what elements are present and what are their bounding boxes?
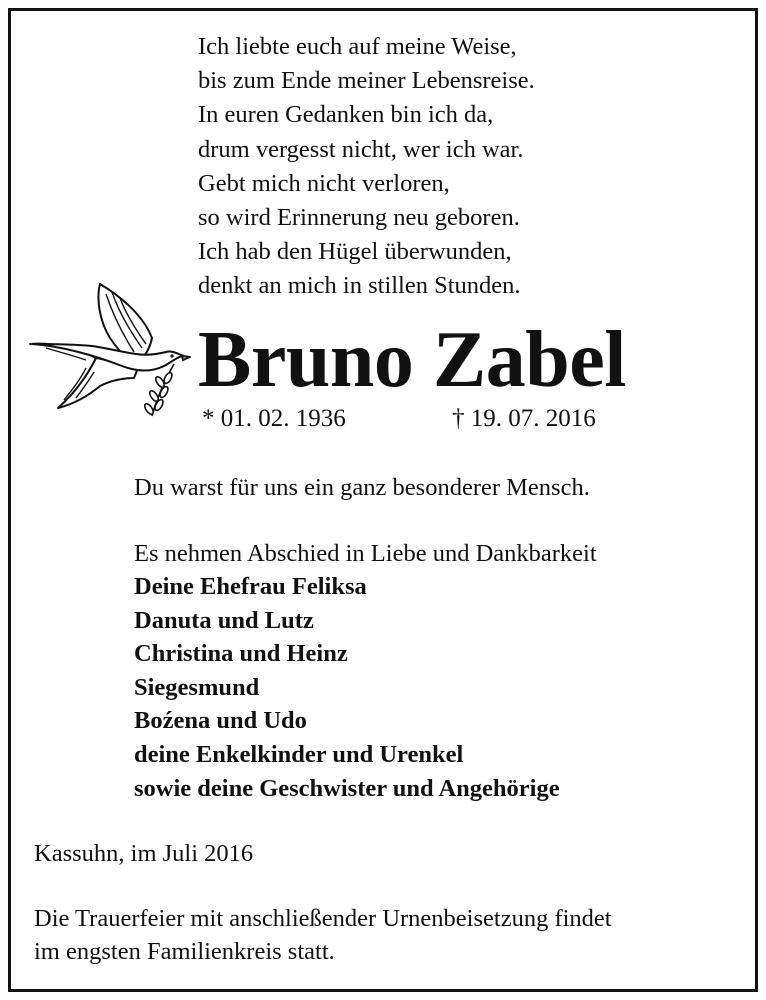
funeral-notice xyxy=(34,902,612,968)
mourner-entry: Siegesmund xyxy=(134,673,260,701)
tribute-line: Du warst für uns ein ganz besonderer Mensch. xyxy=(134,474,590,501)
death-date: † 19. 07. 2016 xyxy=(452,405,596,432)
mourner-entry: Deine Ehefrau Feliksa xyxy=(134,573,367,600)
poem-line: Gebt mich nicht verloren, xyxy=(198,169,450,197)
mourners-intro: Es nehmen Abschied in Liebe und Dankbarkeit xyxy=(134,540,597,567)
poem-line: Ich liebte euch auf meine Weise, xyxy=(198,33,517,60)
poem-line: bis zum Ende meiner Lebensreise. xyxy=(198,67,535,95)
mourners-list xyxy=(134,570,560,805)
poem-line: denkt an mich in stillen Stunden. xyxy=(198,272,521,300)
mourner-entry: sowie deine Geschwister und Angehörige xyxy=(134,774,560,802)
funeral-notice-line: im engsten Familienkreis statt. xyxy=(34,938,335,965)
birth-date: * 01. 02. 1936 xyxy=(202,405,346,432)
poem-line: drum vergesst nicht, wer ich war. xyxy=(198,135,524,163)
mourner-entry: deine Enkelkinder und Urenkel xyxy=(134,740,464,768)
deceased-name: Bruno Zabel xyxy=(198,316,626,404)
dove-with-olive-branch-icon xyxy=(26,282,192,422)
poem-line: so wird Erinnerung neu geboren. xyxy=(198,204,520,232)
memorial-poem xyxy=(198,30,535,304)
poem-line: In euren Gedanken bin ich da, xyxy=(198,101,494,129)
funeral-notice-line: Die Trauerfeier mit anschließender Urnenbeisetzung findet xyxy=(34,905,612,932)
mourner-entry: Boźena und Udo xyxy=(134,707,307,735)
mourner-entry: Christina und Heinz xyxy=(134,640,348,668)
place-and-date: Kassuhn, im Juli 2016 xyxy=(34,840,254,867)
poem-line: Ich hab den Hügel überwunden, xyxy=(198,238,512,266)
mourner-entry: Danuta und Lutz xyxy=(134,606,314,634)
